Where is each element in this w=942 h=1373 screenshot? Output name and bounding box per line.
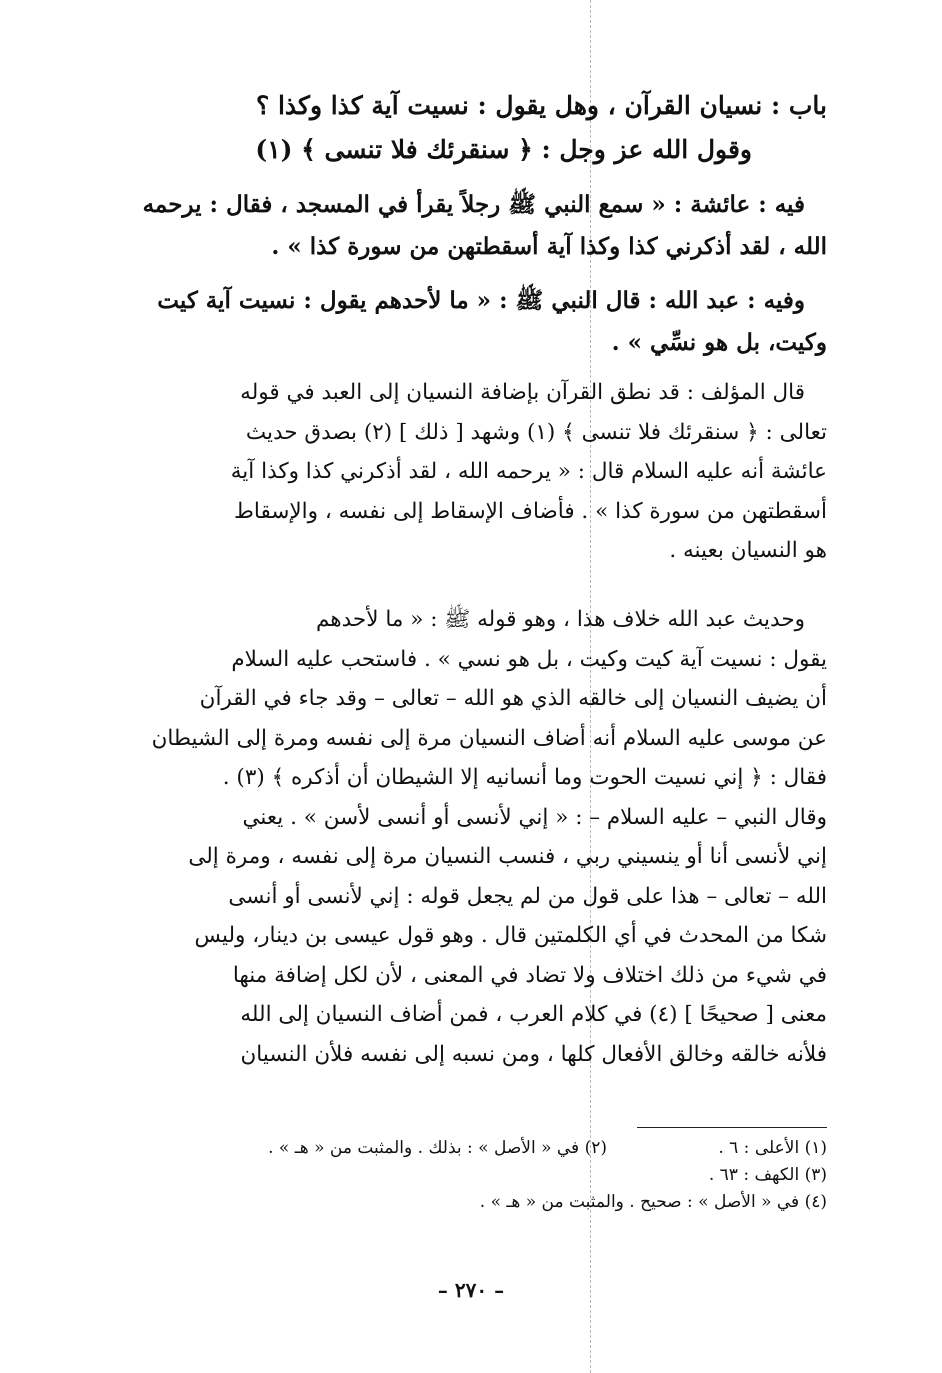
- aisha-line-1: فيه : عائشة : « سمع النبي ﷺ رجلاً يقرأ في المسجد ، فقال : يرحمه: [142, 191, 805, 218]
- footnote-row-1: [137, 1135, 827, 1162]
- abdullah-commentary: [137, 600, 827, 1074]
- author-line-4: أسقطتهن من سورة كذا » . فأضاف الإسقاط إلى نفسه ، والإسقاط: [234, 498, 827, 524]
- footnote-4: (٤) في « الأصل » : صحيح . والمثبت من « هـ » .: [479, 1192, 827, 1212]
- aisha-hadith: [137, 184, 827, 268]
- commentary-line-12: فلأنه خالقه وخالق الأفعال كلها ، ومن نسبه إلى نفسه فلأن النسيان: [240, 1041, 827, 1067]
- footnote-3: (٣) الكهف : ٦٣ .: [708, 1165, 827, 1185]
- chapter-verse: وقول الله عز وجل : ﴿ سنقرئك فلا تنسى ﴾ (١): [255, 135, 752, 164]
- commentary-line-1: وحديث عبد الله خلاف هذا ، وهو قوله ﷺ : « ما لأحدهم: [316, 607, 805, 632]
- commentary-line-11: معنى [ صحيحًا ] (٤) في كلام العرب ، فمن أضاف النسيان إلى الله: [240, 1002, 827, 1027]
- footnote-1: (١) الأعلى : ٦ .: [718, 1138, 827, 1158]
- commentary-line-8: الله – تعالى – هذا على قول من لم يجعل قوله : إني لأنسى أو أنسى: [228, 883, 827, 909]
- author-line-5: هو النسيان بعينه .: [669, 538, 827, 563]
- page-number: – ٢٧٠ –: [437, 1278, 505, 1302]
- chapter-heading: [137, 84, 827, 172]
- footnotes: [137, 1135, 827, 1216]
- commentary-line-7: إني لأنسى أنا أو ينسيني ربي ، فنسب النسيان مرة إلى نفسه ، ومرة إلى: [188, 844, 827, 869]
- footnote-separator: [637, 1127, 827, 1128]
- footnote-row-3: [137, 1189, 827, 1216]
- commentary-line-3: أن يضيف النسيان إلى خالقه الذي هو الله – تعالى – وقد جاء في القرآن: [199, 686, 827, 711]
- abdullah-line-1: وفيه : عبد الله : قال النبي ﷺ : « ما لأحدهم يقول : نسيت آية كيت: [157, 287, 805, 314]
- commentary-line-2: يقول : نسيت آية كيت وكيت ، بل هو نسي » . فاستحب عليه السلام: [231, 646, 827, 672]
- commentary-line-10: في شيء من ذلك اختلاف ولا تضاد في المعنى ، لأن لكل إضافة منها: [232, 962, 827, 988]
- abdullah-line-2: وكيت، بل هو نسِّي » .: [611, 329, 827, 356]
- author-commentary: [137, 373, 827, 571]
- commentary-line-4: عن موسى عليه السلام أنه أضاف النسيان مرة إلى نفسه ومرة إلى الشيطان: [151, 725, 827, 751]
- footnote-row-2: [137, 1162, 827, 1189]
- aisha-line-2: الله ، لقد أذكرني كذا وكذا آية أسقطتهن من سورة كذا » .: [271, 233, 827, 260]
- abdullah-hadith: [137, 280, 827, 364]
- author-line-1: قال المؤلف : قد نطق القرآن بإضافة النسيان إلى العبد في قوله: [240, 380, 805, 405]
- chapter-title: باب : نسيان القرآن ، وهل يقول : نسيت آية كذا وكذا ؟: [256, 91, 827, 120]
- commentary-line-9: شكا من المحدث في أي الكلمتين قال . وهو قول عيسى بن دينار، وليس: [194, 923, 827, 948]
- author-line-2: تعالى : ﴿ سنقرئك فلا تنسى ﴾ (١) وشهد [ ذلك ] (٢) بصدق حديث: [245, 419, 827, 445]
- footnote-2: (٢) في « الأصل » : بذلك . والمثبت من « هـ » .: [268, 1138, 607, 1158]
- author-line-3: عائشة أنه عليه السلام قال : « يرحمه الله ، لقد أذكرني كذا وكذا آية: [230, 459, 827, 484]
- commentary-line-6: وقال النبي – عليه السلام – : « إني لأنسى أو أنسى لأسن » . يعني: [242, 804, 827, 830]
- commentary-line-5: فقال : ﴿ إني نسيت الحوت وما أنسانيه إلا الشيطان أن أذكره ﴾ (٣) .: [222, 765, 827, 790]
